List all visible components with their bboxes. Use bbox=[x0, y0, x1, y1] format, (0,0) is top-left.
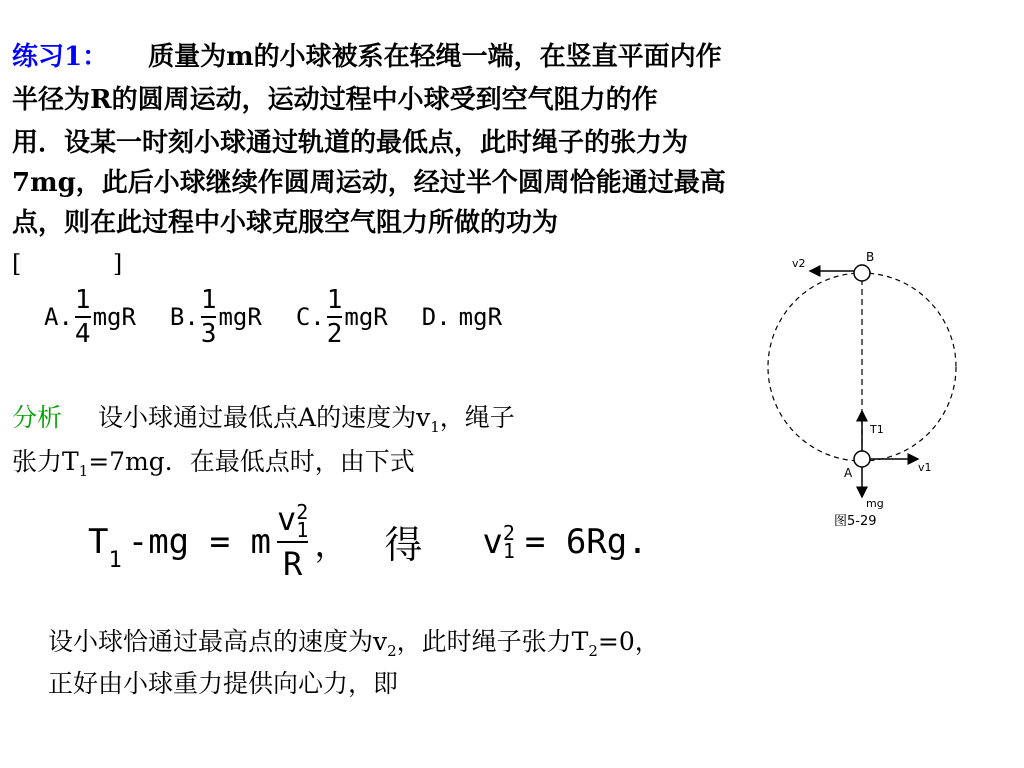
option-b[interactable]: B. $\frac{1}{3}$ mgR bbox=[169, 285, 262, 349]
problem-line-3: 用．设某一时刻小球通过轨道的最低点，此时绳子的张力为 bbox=[12, 128, 689, 158]
problem-line-1: 练习1： 质量为m的小球被系在轻绳一端，在竖直平面内作 bbox=[12, 42, 722, 72]
option-c[interactable]: C. $\frac{1}{2}$ mgR bbox=[295, 285, 388, 349]
options-row bbox=[44, 286, 536, 348]
label-v1: v1 bbox=[918, 461, 932, 474]
equation-fraction: v 2 1 R bbox=[277, 500, 309, 583]
label-v2: v2 bbox=[792, 257, 806, 270]
label-t1: T1 bbox=[870, 423, 884, 436]
circle-diagram bbox=[740, 245, 960, 540]
label-a: A bbox=[844, 466, 853, 480]
analysis-line-1: 分析 设小球通过最低点A的速度为$v_1$，绳子 bbox=[12, 403, 515, 436]
ball-top bbox=[854, 265, 870, 281]
analysis-label: 分析 bbox=[12, 403, 63, 432]
equation: T $_1$ -mg = m v 2 1 R ， 得 v 2 1 = 6Rg. bbox=[88, 500, 648, 583]
option-d[interactable]: D. mgR bbox=[421, 303, 503, 331]
exercise-label: 练习1： bbox=[12, 42, 109, 72]
fraction-c: $\frac{1}{2}$ bbox=[326, 285, 343, 349]
answer-bracket: [ ] bbox=[12, 250, 123, 278]
fraction-a: $\frac{1}{4}$ bbox=[74, 285, 91, 349]
continuation-line-2: 正好由小球重力提供向心力，即 bbox=[48, 669, 399, 698]
analysis-line-2: 张力$T_1=7mg$．在最低点时，由下式 bbox=[12, 447, 415, 480]
label-mg: mg bbox=[866, 497, 884, 510]
figure-caption: 图5-29 bbox=[834, 514, 877, 529]
problem-line-4: 7mg，此后小球继续作圆周运动，经过半个圆周恰能通过最高 bbox=[12, 168, 726, 198]
problem-line-2: 半径为R的圆周运动，运动过程中小球受到空气阻力的作 bbox=[12, 85, 658, 115]
label-b: B bbox=[866, 250, 875, 264]
ball-bottom bbox=[854, 451, 870, 467]
continuation-line-1: 设小球恰通过最高点的速度为$v_2$，此时绳子张力$T_2=0$， bbox=[48, 627, 660, 660]
option-a[interactable]: A. $\frac{1}{4}$ mgR bbox=[44, 285, 136, 349]
problem-line-5: 点，则在此过程中小球克服空气阻力所做的功为 bbox=[12, 208, 559, 238]
fraction-b: $\frac{1}{3}$ bbox=[200, 285, 217, 349]
